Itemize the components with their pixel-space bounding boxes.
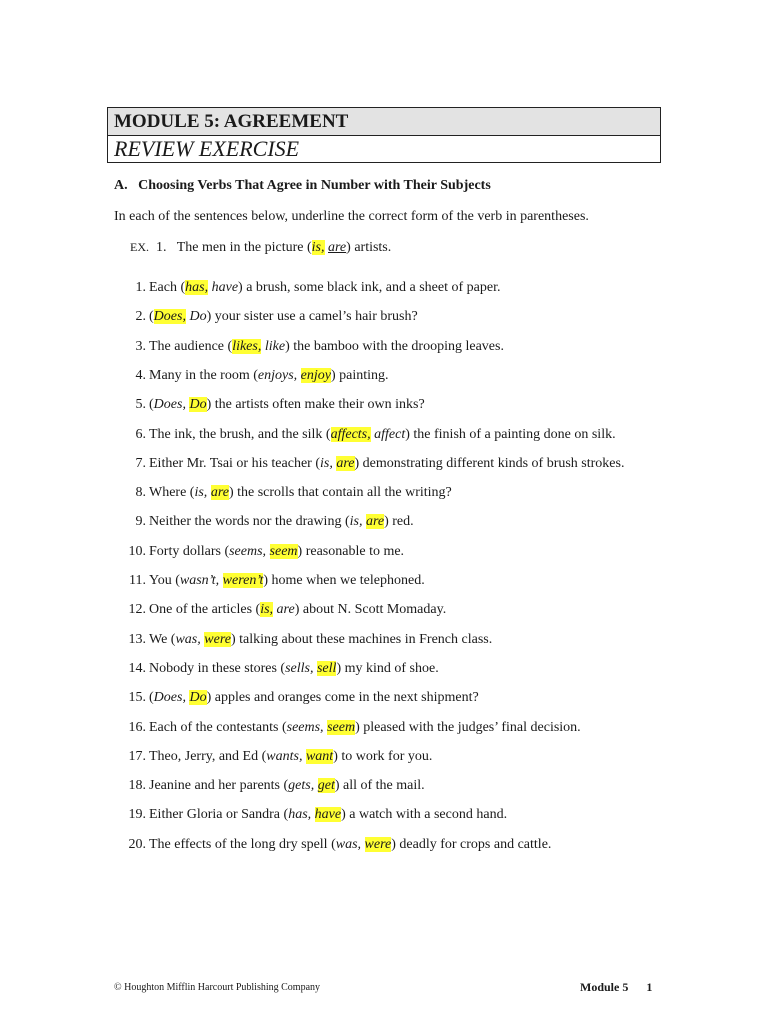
item-text-after: ) deadly for crops and cattle.	[391, 836, 552, 852]
item-text-after: ) talking about these machines in French class.	[230, 631, 493, 647]
verb-option-2: have	[314, 807, 342, 823]
item-text-after: ) the finish of a painting done on silk.	[405, 426, 616, 442]
item-text-after: ) my kind of shoe.	[336, 660, 439, 676]
exercise-item	[114, 397, 674, 413]
verb-option-2: seem	[327, 719, 356, 735]
item-text-before: (	[149, 397, 154, 413]
example-sentence	[130, 240, 391, 256]
item-number: 17.	[128, 748, 146, 764]
exercise-item	[114, 778, 674, 794]
item-number: 2.	[135, 309, 146, 325]
exercise-item	[114, 690, 674, 706]
verb-option-1: Does,	[153, 690, 186, 706]
exercise-item	[114, 807, 674, 823]
verb-option-2: are	[276, 602, 295, 618]
exercise-item	[114, 837, 674, 853]
item-text-after: ) apples and oranges come in the next shipment?	[206, 690, 479, 706]
item-number: 8.	[135, 485, 146, 501]
instructions: In each of the sentences below, underline the correct form of the verb in parentheses.	[114, 209, 589, 224]
item-text-after: ) your sister use a camel’s hair brush?	[206, 309, 418, 325]
item-text-before: The effects of the long dry spell (	[149, 836, 336, 852]
exercise-item	[114, 720, 674, 736]
exercise-item	[114, 544, 674, 560]
section-title-text: Choosing Verbs That Agree in Number with Their Subjects	[138, 178, 491, 193]
verb-option-2: Do	[189, 690, 207, 706]
item-text-after: ) reasonable to me.	[297, 543, 405, 559]
item-text-before: (	[149, 309, 154, 325]
verb-option-2: sell	[316, 660, 337, 676]
item-number: 6.	[135, 426, 146, 442]
example-option-2: are	[328, 240, 347, 255]
item-text-before: The audience (	[149, 338, 233, 354]
item-text-before: Where (	[149, 485, 195, 501]
exercise-item	[114, 427, 674, 443]
example-tag: EX.	[130, 240, 149, 254]
item-text-before: Forty dollars (	[149, 543, 230, 559]
verb-option-2: were	[204, 631, 231, 647]
example-before: The men in the picture (	[176, 240, 312, 255]
verb-option-1: wants,	[266, 748, 303, 764]
exercise-item	[114, 514, 674, 530]
exercise-item	[114, 368, 674, 384]
item-number: 13.	[128, 631, 146, 647]
verb-option-1: affects,	[330, 426, 371, 442]
item-text-before: (	[149, 690, 154, 706]
section-heading	[114, 178, 491, 194]
exercise-item	[114, 456, 674, 472]
item-text-before: Either Gloria or Sandra (	[149, 807, 289, 823]
item-number: 11.	[129, 573, 146, 588]
item-number: 12.	[128, 602, 146, 618]
page-footer	[580, 980, 652, 995]
example-number: 1.	[156, 240, 167, 255]
verb-option-2: seem	[269, 543, 298, 559]
footer-module: Module 5	[580, 980, 629, 994]
verb-option-1: is,	[349, 514, 363, 530]
item-text-after: ) to work for you.	[333, 748, 433, 764]
item-number: 1.	[135, 280, 146, 295]
verb-option-1: is,	[194, 485, 208, 501]
exercise-item	[114, 661, 674, 677]
verb-option-1: was,	[335, 836, 362, 852]
verb-option-1: seems,	[229, 543, 267, 559]
item-number: 20.	[128, 836, 146, 852]
item-text-before: Each (	[149, 280, 186, 295]
section-label: A.	[114, 178, 128, 193]
verb-option-1: is,	[320, 455, 333, 471]
verb-option-2: are	[365, 514, 385, 530]
item-number: 10.	[128, 543, 146, 559]
item-text-after: ) demonstrating different kinds of brush strokes.	[354, 455, 625, 471]
item-text-after: ) painting.	[330, 367, 389, 383]
item-text-after: ) the artists often make their own inks?	[206, 397, 425, 413]
item-number: 18.	[128, 778, 146, 794]
item-text-after: ) home when we telephoned.	[263, 573, 425, 588]
item-text-after: ) red.	[384, 514, 414, 530]
module-title: MODULE 5: AGREEMENT	[108, 108, 660, 136]
item-number: 15.	[128, 690, 146, 706]
exercise-item	[114, 573, 674, 589]
item-number: 9.	[135, 514, 146, 530]
verb-option-1: gets,	[288, 778, 315, 794]
exercise-item	[114, 280, 674, 296]
item-text-before: One of the articles (	[149, 602, 261, 618]
item-text-after: ) the scrolls that contain all the writing?	[228, 485, 452, 501]
exercise-item	[114, 339, 674, 355]
item-text-after: ) pleased with the judges’ final decision.	[355, 719, 581, 735]
copyright-notice: © Houghton Mifflin Harcourt Publishing Company	[114, 982, 321, 993]
item-number: 3.	[135, 338, 146, 354]
exercise-item	[114, 309, 674, 325]
module-header-box	[107, 107, 661, 163]
item-text-before: We (	[149, 631, 176, 647]
item-text-before: Neither the words nor the drawing (	[149, 514, 350, 530]
verb-option-1: likes,	[232, 338, 262, 354]
item-text-before: Jeanine and her parents (	[149, 778, 289, 794]
exercise-item	[114, 632, 674, 648]
item-text-before: The ink, the brush, and the silk (	[149, 426, 331, 442]
verb-option-1: was,	[175, 631, 201, 647]
exercise-item	[114, 485, 674, 501]
item-text-before: Many in the room (	[149, 367, 258, 383]
item-text-before: Either Mr. Tsai or his teacher (	[149, 455, 320, 471]
item-text-after: ) a watch with a second hand.	[341, 807, 508, 823]
item-number: 7.	[135, 455, 146, 471]
verb-option-1: seems,	[286, 719, 324, 735]
item-text-after: ) all of the mail.	[334, 778, 425, 794]
review-exercise-title: REVIEW EXERCISE	[114, 136, 300, 161]
item-number: 14.	[128, 660, 146, 676]
verb-option-1: wasn’t,	[179, 573, 220, 588]
item-text-after: ) about N. Scott Momaday.	[294, 602, 447, 618]
example-after: ) artists.	[346, 240, 392, 255]
verb-option-2: were	[364, 836, 392, 852]
verb-option-2: are	[210, 485, 229, 501]
verb-option-1: has,	[185, 280, 209, 295]
item-text-before: You (	[149, 573, 180, 588]
exercise-item	[114, 749, 674, 765]
item-text-after: ) a brush, some black ink, and a sheet of paper.	[238, 280, 501, 295]
verb-option-2: get	[317, 778, 335, 794]
verb-option-2: Do	[189, 309, 207, 325]
item-number: 19.	[128, 807, 146, 823]
verb-option-1: Does,	[153, 397, 186, 413]
item-text-before: Each of the contestants (	[149, 719, 287, 735]
verb-option-1: is,	[260, 602, 274, 618]
verb-option-2: Do	[189, 397, 207, 413]
verb-option-1: enjoys,	[257, 367, 298, 383]
exercise-item	[114, 602, 674, 618]
verb-option-2: affect	[374, 426, 406, 442]
item-number: 5.	[135, 397, 146, 413]
verb-option-2: want	[305, 748, 334, 764]
verb-option-2: weren’t	[222, 573, 264, 588]
item-number: 16.	[128, 719, 146, 735]
item-text-before: Theo, Jerry, and Ed (	[149, 748, 267, 764]
verb-option-1: sells,	[285, 660, 314, 676]
verb-option-1: has,	[288, 807, 312, 823]
item-number: 4.	[135, 367, 146, 383]
verb-option-2: are	[336, 455, 355, 471]
verb-option-1: Does,	[153, 309, 186, 325]
verb-option-2: like	[264, 338, 286, 354]
example-option-1: is,	[311, 240, 325, 255]
verb-option-2: have	[211, 280, 239, 295]
item-text-before: Nobody in these stores (	[149, 660, 286, 676]
page-number: 1	[646, 980, 653, 994]
item-text-after: ) the bamboo with the drooping leaves.	[285, 338, 504, 354]
verb-option-2: enjoy	[300, 367, 331, 383]
